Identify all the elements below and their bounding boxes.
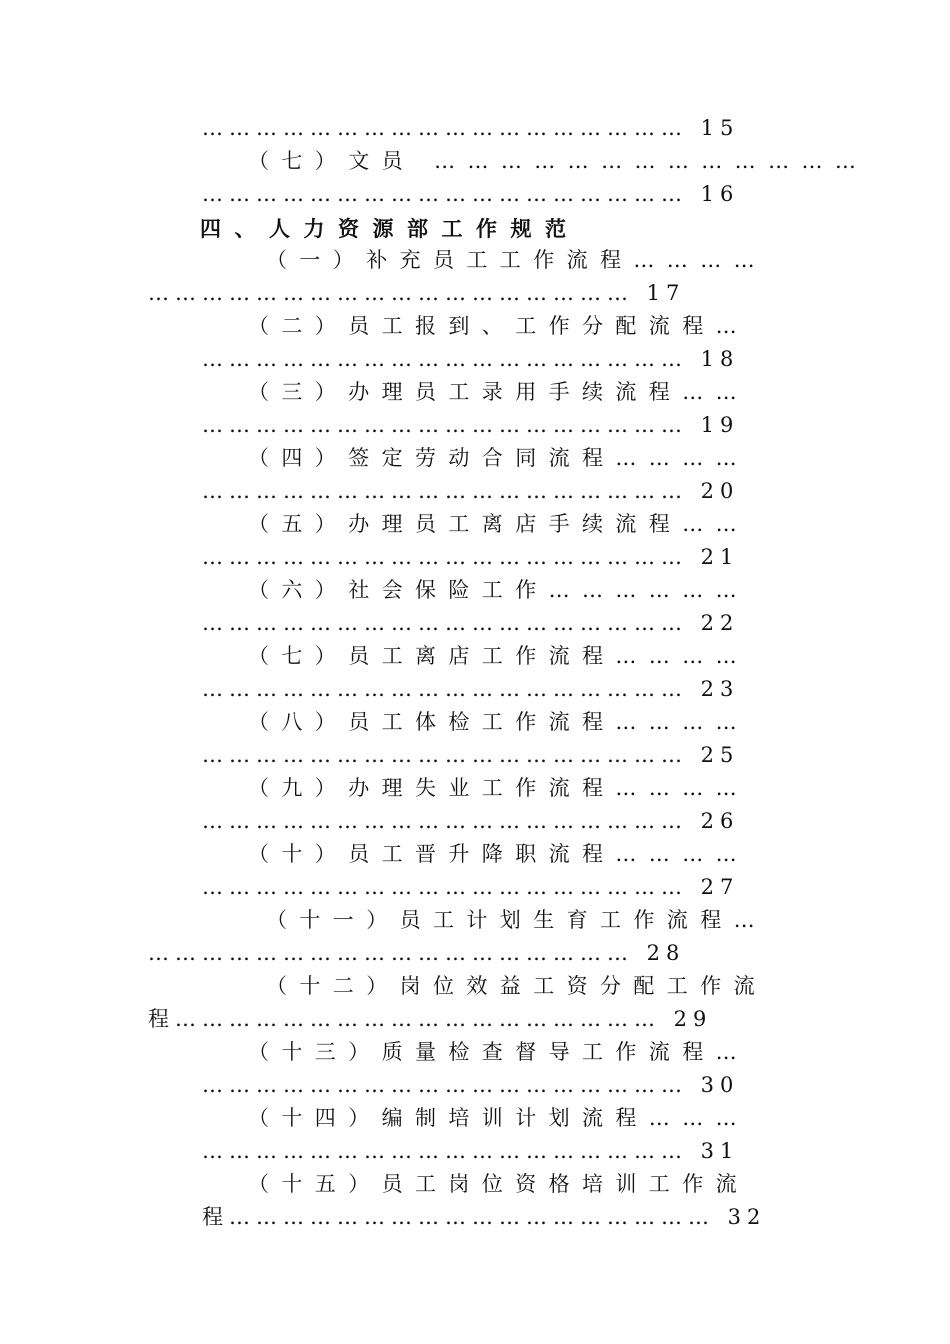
toc-leader-line: ……………………………………………… 25 <box>202 743 740 767</box>
toc-entry: （一）补充员工工作流程………… <box>266 248 767 272</box>
toc-entry: （十一）员工计划生育工作流程… <box>266 908 767 932</box>
toc-leader-line: ……………………………………………… 30 <box>202 1073 740 1097</box>
toc-entry: （十五）员工岗位资格培训工作流 <box>248 1172 749 1196</box>
toc-entry: （八）员工体检工作流程………… <box>248 710 749 734</box>
toc-entry: （九）办理失业工作流程………… <box>248 776 749 800</box>
toc-entry: （七）文员 ………………………………… <box>248 149 869 173</box>
toc-entry: （十）员工晋升降职流程………… <box>248 842 749 866</box>
section-heading: 四、人力资源部工作规范 <box>200 216 580 241</box>
toc-leader-line: ……………………………………………… 26 <box>202 809 740 833</box>
toc-leader-line: ……………………………………………… 18 <box>202 347 740 371</box>
toc-entry: （三）办理员工录用手续流程…… <box>248 380 749 404</box>
toc-leader-line: ……………………………………………… 20 <box>202 479 740 503</box>
toc-leader-line: ……………………………………………… 17 <box>148 281 686 305</box>
toc-leader-line: ……………………………………………… 23 <box>202 677 740 701</box>
toc-entry: （十四）编制培训计划流程……… <box>248 1106 749 1130</box>
toc-leader-line: ……………………………………………… 28 <box>148 941 686 965</box>
toc-leader-line: ……………………………………………… 22 <box>202 611 740 635</box>
toc-leader-line: 程……………………………………………… 29 <box>148 1007 713 1031</box>
toc-entry: （二）员工报到、工作分配流程… <box>248 314 749 338</box>
toc-entry: （十二）岗位效益工资分配工作流 <box>266 974 767 998</box>
toc-leader-line: ……………………………………………… 16 <box>202 182 740 206</box>
toc-entry: （七）员工离店工作流程………… <box>248 644 749 668</box>
toc-entry: （六）社会保险工作……………… <box>248 578 749 602</box>
toc-leader-line: ……………………………………………… 27 <box>202 875 740 899</box>
toc-leader-line: 程……………………………………………… 32 <box>202 1205 767 1229</box>
toc-entry: （五）办理员工离店手续流程…… <box>248 512 749 536</box>
toc-entry: （十三）质量检查督导工作流程… <box>248 1040 749 1064</box>
toc-leader-line: ……………………………………………… 19 <box>202 413 740 437</box>
toc-entry: （四）签定劳动合同流程………… <box>248 446 749 470</box>
toc-leader-line: ……………………………………………… 31 <box>202 1139 740 1163</box>
toc-leader-line: ……………………………………………… 15 <box>202 116 740 140</box>
toc-leader-line: ……………………………………………… 21 <box>202 545 740 569</box>
